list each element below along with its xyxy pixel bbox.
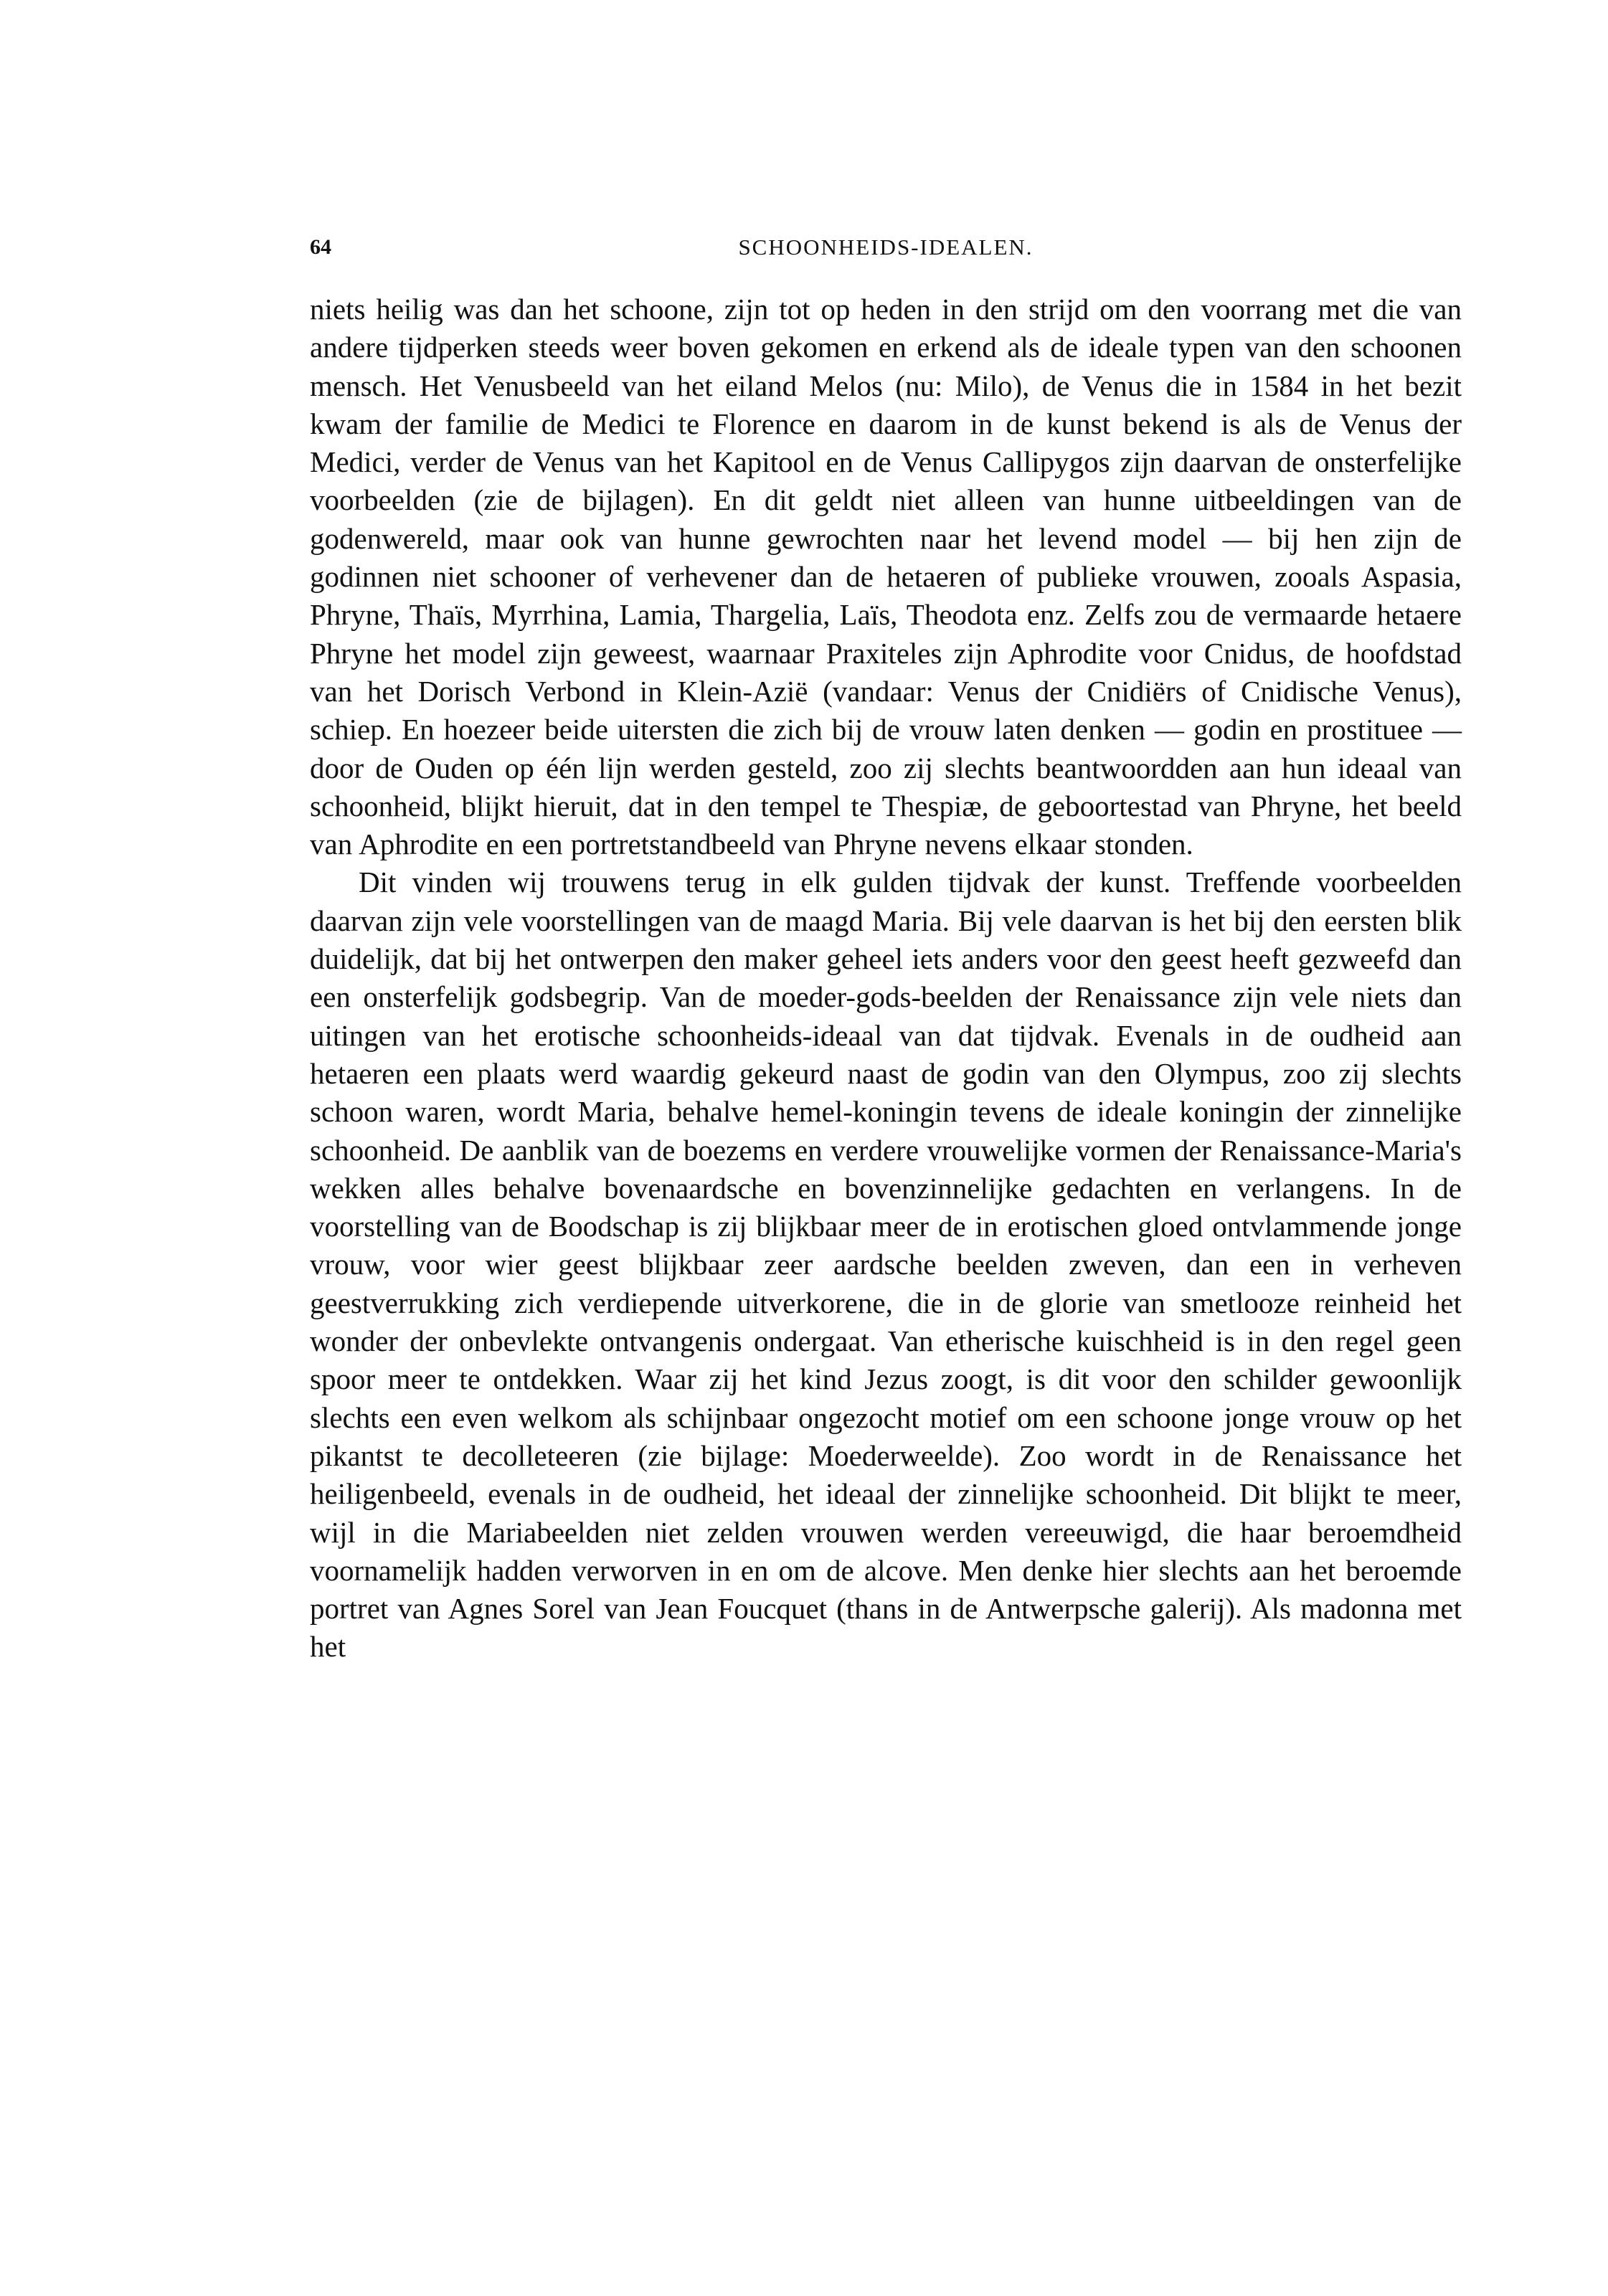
page-number: 64 [310, 235, 331, 259]
body-text [310, 290, 1462, 1666]
running-head [310, 231, 1462, 264]
paragraph-1: niets heilig was dan het schoone, zijn tot op heden in den strijd om den voorrang met die van andere tijdperken steeds weer boven gekomen en erkend als de ideale typen van den schoonen mensch. Het Venusbeeld van het eiland Melos (nu: Milo), de Venus die in 1584 in het bezit kwam der familie de Medici te Florence en daarom in de kunst bekend is als de Venus der Medici, verder de Venus van het Kapitool en de Venus Callipygos zijn daarvan de onsterfelijke voorbeelden (zie de bijlagen). En dit geldt niet alleen van hunne uitbeeldingen van de godenwereld, maar ook van hunne gewrochten naar het levend model — bij hen zijn de godinnen niet schooner of verhevener dan de hetaeren of publieke vrouwen, zooals Aspasia, Phryne, Thaïs, Myrrhina, Lamia, Thargelia, Laïs, Theodota enz. Zelfs zou de vermaarde hetaere Phryne het model zijn geweest, waarnaar Praxiteles zijn Aphrodite voor Cnidus, de hoofdstad van het Dorisch Verbond in Klein-Azië (vandaar: Venus der Cnidiërs of Cnidische Venus), schiep. En hoezeer beide uitersten die zich bij de vrouw laten denken — godin en prostituee — door de Ouden op één lijn werden gesteld, zoo zij slechts beantwoordden aan hun ideaal van schoonheid, blijkt hieruit, dat in den tempel te Thespiæ, de geboortestad van Phryne, het beeld van Aphrodite en een portretstandbeeld van Phryne nevens elkaar stonden. [310, 293, 1462, 861]
paragraph-2: Dit vinden wij trouwens terug in elk gulden tijdvak der kunst. Treffende voorbeelden daarvan zijn vele voorstellingen van de maagd Maria. Bij vele daarvan is het bij den eersten blik duidelijk, dat bij het ontwerpen den maker geheel iets anders voor den geest heeft gezweefd dan een onsterfelijk godsbegrip. Van de moeder-gods-beelden der Renaissance zijn vele niets dan uitingen van het erotische schoonheids-ideaal van dat tijdvak. Evenals in de oudheid aan hetaeren een plaats werd waardig gekeurd naast de godin van den Olympus, zoo zij slechts schoon waren, wordt Maria, behalve hemel-koningin tevens de ideale koningin der zinnelijke schoonheid. De aanblik van de boezems en verdere vrouwelijke vormen der Renaissance-Maria's wekken alles behalve bovenaardsche en bovenzinnelijke gedachten en verlangens. In de voorstelling van de Boodschap is zij blijkbaar meer de in erotischen gloed ontvlammende jonge vrouw, voor wier geest blijkbaar zeer aardsche beelden zweven, dan een in verheven geestverrukking zich verdiepende uitverkorene, die in de glorie van smetlooze reinheid het wonder der onbevlekte ontvangenis ondergaat. Van etherische kuischheid is in den regel geen spoor meer te ontdekken. Waar zij het kind Jezus zoogt, is dit voor den schilder gewoonlijk slechts een even welkom als schijnbaar ongezocht motief om een schoone jonge vrouw op het pikantst te decolleteeren (zie bijlage: Moederweelde). Zoo wordt in de Renaissance het heiligenbeeld, evenals in de oudheid, het ideaal der zinnelijke schoonheid. Dit blijkt te meer, wijl in die Mariabeelden niet zelden vrouwen werden vereeuwigd, die haar beroemdheid voornamelijk hadden verworven in en om de alcove. Men denke hier slechts aan het beroemde portret van Agnes Sorel van Jean Foucquet (thans in de Antwerpsche galerij). Als madonna met het [310, 865, 1462, 1664]
chapter-title: SCHOONHEIDS-IDEALEN. [738, 234, 1034, 260]
